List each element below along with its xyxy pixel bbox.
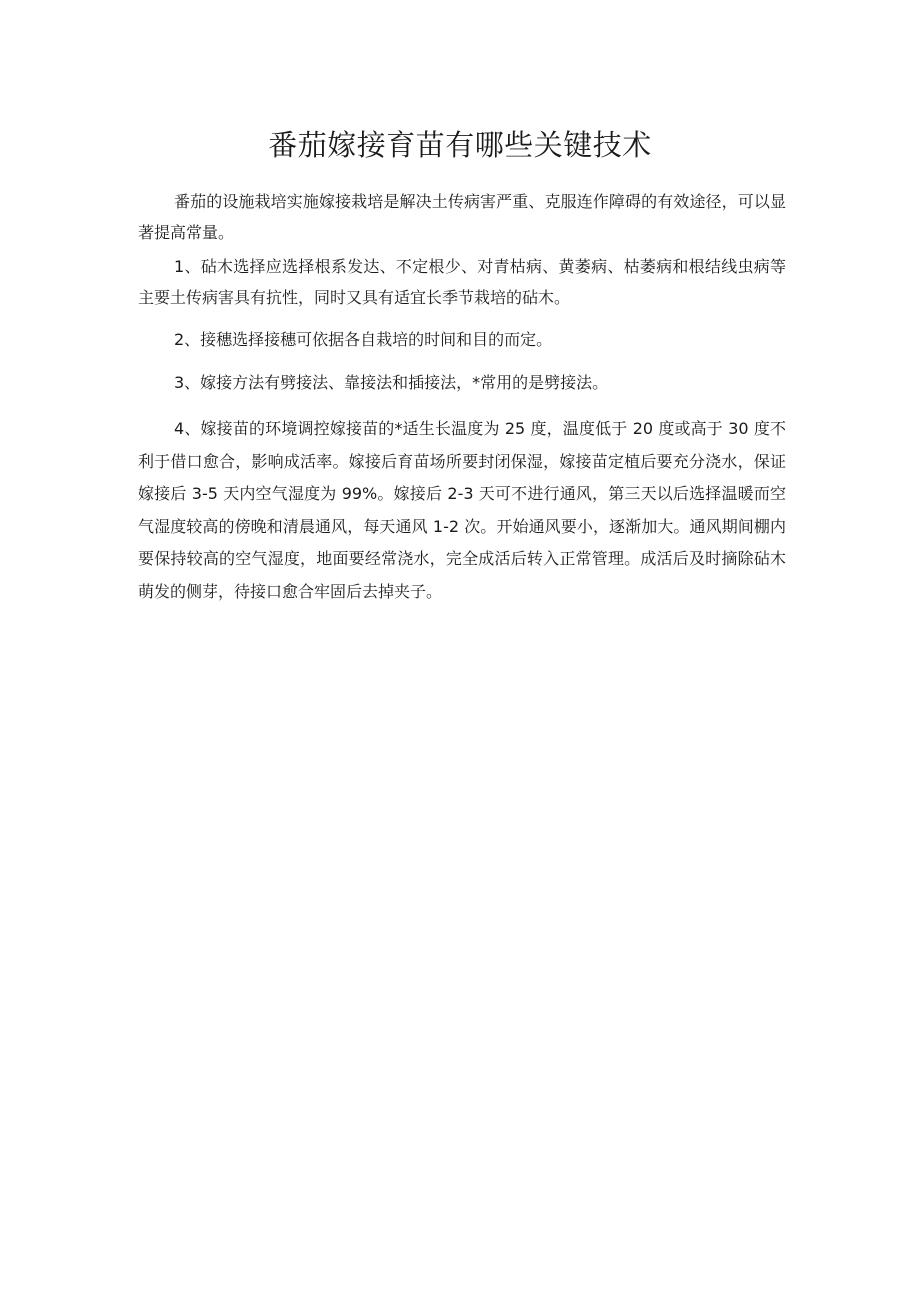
document-body bbox=[138, 186, 786, 608]
intro-paragraph: 番茄的设施栽培实施嫁接栽培是解决土传病害严重、克服连作障碍的有效途径，可以显著提高常量。 bbox=[138, 192, 786, 242]
paragraph-grafting-method: 3、嫁接方法有劈接法、靠接法和插接法，*常用的是劈接法。 bbox=[174, 373, 609, 392]
paragraph-rootstock-selection: 1、砧木选择应选择根系发达、不定根少、对青枯病、黄萎病、枯萎病和根结线虫病等主要土传病害具有抗性，同时又具有适宜长季节栽培的砧木。 bbox=[138, 257, 786, 307]
paragraph-scion-selection: 2、接穗选择接穗可依据各自栽培的时间和目的而定。 bbox=[174, 330, 553, 349]
document-title: 番茄嫁接育苗有哪些关键技术 bbox=[268, 128, 652, 162]
paragraph-environment-control: 4、嫁接苗的环境调控嫁接苗的*适生长温度为 25 度，温度低于 20 度或高于 30 度不利于借口愈合，影响成活率。嫁接后育苗场所要封闭保湿，嫁接苗定植后要充分浇水，保证嫁接后 3-5 天内空气湿度为 99%。嫁接后 2-3 天可不进行通风，第三天以后选择温暖而空气湿度较高的傍晚和清晨通风，每天通风 1-2 次。开始通风要小，逐渐加大。通风期间棚内要保持较高的空气湿度，地面要经常浇水，完全成活后转入正常管理。成活后及时摘除砧木萌发的侧芽，待接口愈合牢固后去掉夹子。 bbox=[138, 419, 786, 601]
